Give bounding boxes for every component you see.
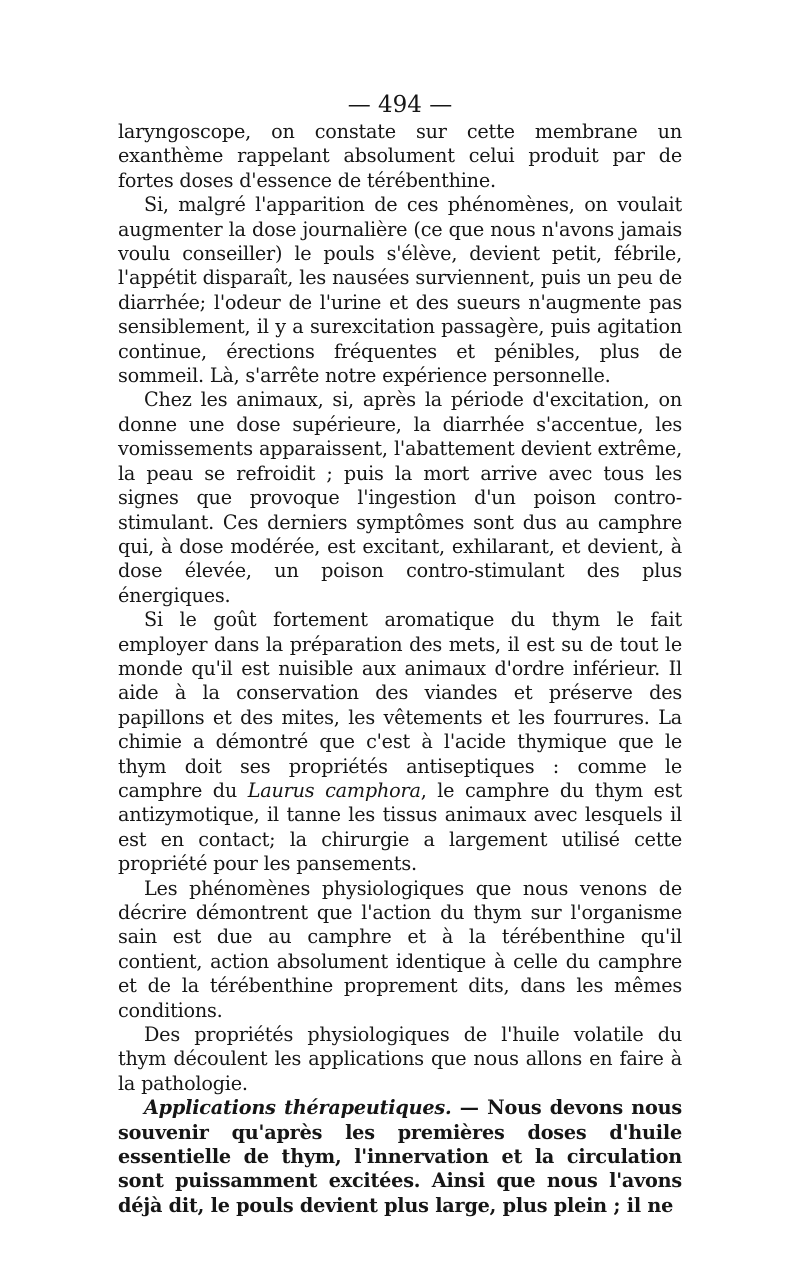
paragraph-2: Si, malgré l'apparition de ces phénomènes, on voulait augmenter la dose journalière (ce que nous n'avons jamais voulu conseiller) le pouls s'élève, devient petit, fébrile, l'appétit disparaît, les nausées surviennent, puis un peu de diarrhée; l'odeur de l'urine et des sueurs n'augmente pas sensiblement, il y a surexcitation passagère, puis agitation continue, érections fréquentes et pénibles, plus de sommeil. Là, s'arrête notre expérience personnelle.	[118, 193, 682, 388]
paragraph-4	[118, 608, 682, 876]
paragraph-6: Des propriétés physiologiques de l'huile volatile du thym découlent les applications que nous allons en faire à la pathologie.	[118, 1023, 682, 1095]
page-number: — 494 —	[347, 92, 453, 118]
paragraph-5: Les phénomènes physiologiques que nous venons de décrire démontrent que l'action du thym sur l'organisme sain est due au camphre et à la térébenthine qu'il contient, action absolument identique à celle du camphre et de la térébenthine proprement dits, dans les mêmes conditions.	[118, 876, 682, 1022]
laurus-camphora-term: Laurus camphora	[247, 778, 421, 802]
paragraph-4-text-b: , le camphre du thym est antizymotique, il tanne les tissus animaux avec lesquels il est en contact; la chirurgie a largement utilisé cette propriété pour les pansements.	[118, 778, 682, 876]
paragraph-4-text-a: Si le goût fortement aromatique du thym le fait employer dans la préparation des mets, il est su de tout le monde qu'il est nuisible aux animaux d'ordre inférieur. Il aide à la conservation des viandes et préserve des papillons et des mites, les vêtements et les fourrures. La chimie a démontré que c'est à l'acide thymique que le thym doit ses propriétés antiseptiques : comme le camphre du	[118, 608, 682, 802]
book-page	[118, 90, 682, 1218]
paragraph-7-text: — Nous devons nous souvenir qu'après les premières doses d'huile essentielle de thym, l'innervation et la circulation sont puissamment excitées. Ainsi que nous l'avons déjà dit, le pouls devient plus large, plus plein ; il ne	[118, 1096, 682, 1217]
paragraph-3: Chez les animaux, si, après la période d'excitation, on donne une dose supérieure, la diarrhée s'accentue, les vomissements apparaissent, l'abattement devient extrême, la peau se refroidit ; puis la mort arrive avec tous les signes que provoque l'ingestion d'un poison contro-stimulant. Ces derniers symptômes sont dus au camphre qui, à dose modérée, est excitant, exhilarant, et devient, à dose élevée, un poison contro-stimulant des plus énergiques.	[118, 388, 682, 607]
body-text	[118, 120, 682, 1218]
paragraph-7	[118, 1096, 682, 1218]
paragraph-1: laryngoscope, on constate sur cette membrane un exanthème rappelant absolument celui produit par de fortes doses d'essence de térébenthine.	[118, 120, 682, 192]
section-heading-applications: Applications thérapeutiques.	[144, 1096, 452, 1120]
